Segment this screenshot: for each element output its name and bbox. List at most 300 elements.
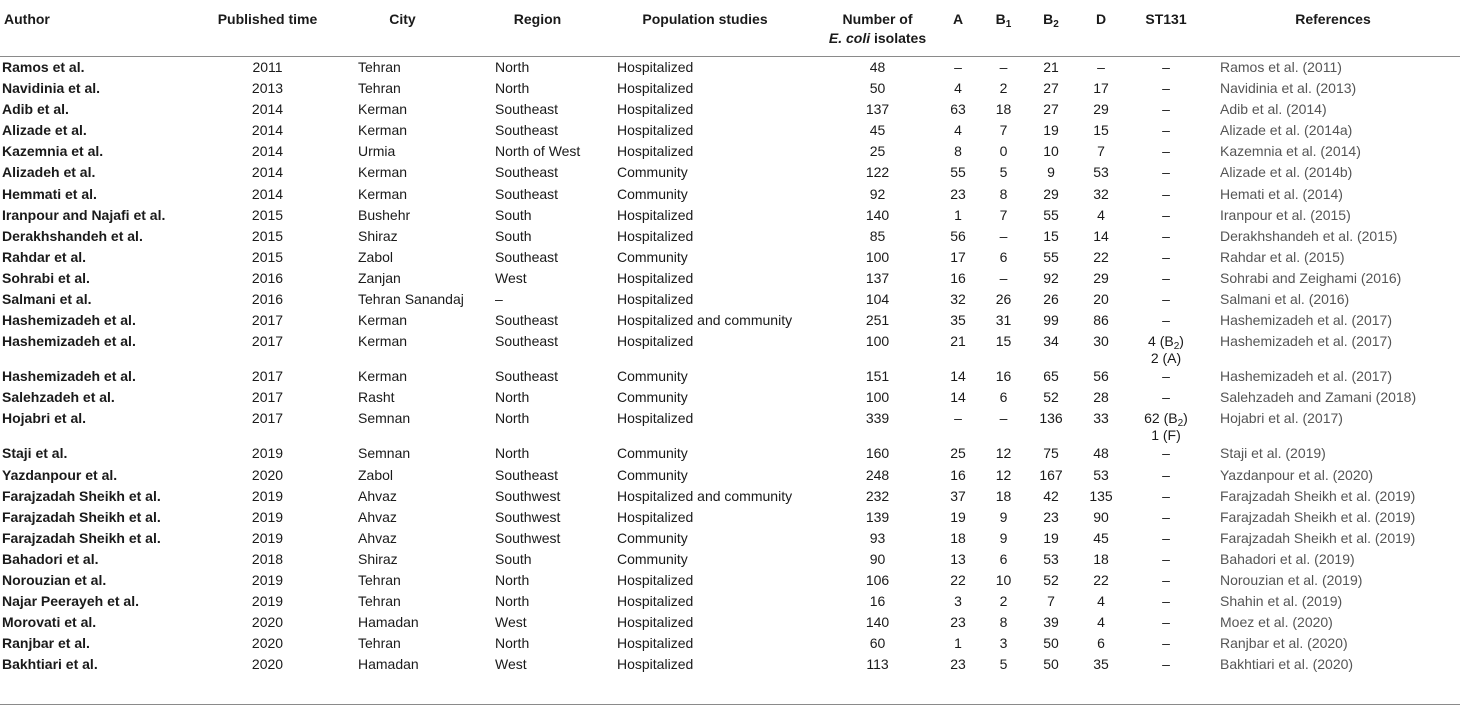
st131-value: – (1162, 614, 1170, 631)
isolates-cell: 85 (869, 227, 886, 244)
year-cell: 2019 (251, 445, 284, 462)
city-cell: Shiraz (358, 550, 398, 567)
author-cell: Ramos et al. (2, 59, 85, 75)
reference-cell: Bakhtiari et al. (2020) (1220, 656, 1354, 673)
b1-cell: 7 (999, 122, 1008, 139)
b2-cell: 65 (1043, 368, 1059, 385)
isolates-cell: 100 (865, 389, 890, 406)
st131-value: – (1162, 529, 1170, 546)
author-cell: Morovati et al. (2, 614, 97, 631)
a-cell: 55 (950, 164, 966, 181)
population-cell: Hospitalized and community (617, 312, 793, 329)
st131-value: – (1162, 312, 1170, 329)
d-cell: 17 (1093, 80, 1109, 97)
a-cell: 22 (950, 571, 966, 588)
d-cell: – (1097, 59, 1105, 75)
st131-value: – (1162, 59, 1170, 75)
st131-cell (1126, 270, 1206, 291)
isolates-cell: 92 (869, 185, 886, 202)
d-cell: 45 (1093, 529, 1109, 546)
city-cell: Tehran Sanandaj (358, 291, 464, 308)
region-cell: Southeast (495, 466, 559, 483)
table-row (0, 488, 1460, 509)
d-cell: 35 (1093, 656, 1109, 673)
year-cell: 2015 (251, 206, 284, 223)
st131-value: 1 (F) (1151, 427, 1181, 444)
b2-cell: 167 (1039, 466, 1063, 483)
author-cell: Alizade et al. (2, 122, 87, 139)
year-cell: 2020 (251, 635, 284, 652)
city-cell: Shiraz (358, 227, 398, 244)
city-cell: Kerman (358, 368, 408, 385)
st131-value: – (1162, 248, 1170, 265)
population-cell: Community (617, 368, 688, 385)
st131-cell (1126, 410, 1206, 445)
author-cell: Hemmati et al. (2, 185, 97, 202)
city-cell: Bushehr (358, 206, 411, 223)
year-cell: 2015 (251, 248, 284, 265)
st131-value: – (1162, 143, 1170, 160)
d-cell: 48 (1093, 445, 1109, 462)
isolates-cell: 50 (869, 80, 886, 97)
isolates-cell: 48 (869, 59, 886, 75)
header-references: References (1295, 11, 1371, 27)
d-cell: 22 (1093, 571, 1109, 588)
header-population-studies (600, 0, 820, 57)
st131-cell (1126, 467, 1206, 488)
st131-cell (1126, 101, 1206, 122)
city-cell: Zanjan (358, 269, 401, 286)
st131-cell (1126, 572, 1206, 593)
population-cell: Hospitalized (617, 656, 694, 673)
b2-cell: 27 (1043, 80, 1059, 97)
d-cell: 53 (1093, 164, 1109, 181)
year-cell: 2020 (251, 614, 284, 631)
b1-cell: 0 (999, 143, 1008, 160)
reference-cell: Kazemnia et al. (2014) (1220, 143, 1361, 160)
b1-cell: 8 (999, 185, 1008, 202)
year-cell: 2015 (251, 227, 284, 244)
header-city: City (389, 11, 416, 27)
author-cell: Rahdar et al. (2, 248, 87, 265)
a-cell: 13 (950, 550, 966, 567)
b1-cell: 2 (999, 593, 1008, 610)
table-row (0, 530, 1460, 551)
d-cell: 90 (1093, 508, 1109, 525)
region-cell: Southeast (495, 248, 559, 265)
reference-cell: Farajzadah Sheikh et al. (2019) (1220, 529, 1416, 546)
author-cell: Salmani et al. (2, 291, 92, 308)
a-cell: 16 (950, 269, 966, 286)
table-row (0, 656, 1460, 677)
b2-cell: 53 (1043, 550, 1059, 567)
reference-cell: Sohrabi and Zeighami (2016) (1220, 269, 1402, 286)
author-cell: Bahadori et al. (2, 550, 99, 567)
city-cell: Kerman (358, 185, 408, 202)
b2-cell: 29 (1043, 185, 1059, 202)
d-cell: 20 (1093, 291, 1109, 308)
b1-cell: 10 (995, 571, 1012, 588)
city-cell: Semnan (358, 410, 411, 427)
population-cell: Hospitalized (617, 101, 694, 118)
table-row (0, 164, 1460, 185)
header-isolates (820, 0, 935, 57)
d-cell: 4 (1097, 593, 1105, 610)
population-cell: Hospitalized (617, 143, 694, 160)
population-cell: Community (617, 550, 688, 567)
region-cell: Southeast (495, 312, 559, 329)
b1-cell: 6 (999, 389, 1008, 406)
d-cell: 86 (1093, 312, 1109, 329)
city-cell: Tehran (358, 635, 401, 652)
city-cell: Zabol (358, 248, 394, 265)
a-cell: 19 (950, 508, 966, 525)
d-cell: 6 (1097, 635, 1105, 652)
d-cell: 15 (1093, 122, 1109, 139)
reference-cell: Ranjbar et al. (2020) (1220, 635, 1348, 652)
region-cell: North (495, 80, 530, 97)
isolates-cell: 251 (865, 312, 890, 329)
st131-cell (1126, 614, 1206, 635)
reference-cell: Navidinia et al. (2013) (1220, 80, 1357, 97)
st131-value: 62 $(B_2)$ (1144, 410, 1188, 430)
st131-cell (1126, 509, 1206, 530)
reference-cell: Alizade et al. (2014b) (1220, 164, 1353, 181)
population-cell: Hospitalized (617, 508, 694, 525)
city-cell: Tehran (358, 593, 401, 610)
author-cell: Staji et al. (2, 445, 68, 462)
st131-cell (1126, 228, 1206, 249)
b1-cell: – (999, 59, 1008, 75)
st131-value: – (1162, 389, 1170, 406)
isolates-cell: 60 (869, 635, 886, 652)
city-cell: Ahvaz (358, 508, 397, 525)
table-row (0, 572, 1460, 593)
isolates-cell: 248 (865, 466, 890, 483)
reference-cell: Hashemizadeh et al. (2017) (1220, 312, 1392, 329)
region-cell: Southwest (495, 529, 561, 546)
st131-value: – (1162, 656, 1170, 673)
region-cell: Southwest (495, 487, 561, 504)
isolates-cell: 113 (866, 656, 889, 673)
a-cell: 14 (950, 368, 966, 385)
population-cell: Hospitalized (617, 333, 694, 350)
reference-cell: Bahadori et al. (2019) (1220, 550, 1355, 567)
city-cell: Kerman (358, 122, 408, 139)
b1-cell: – (999, 410, 1008, 427)
a-cell: 14 (950, 389, 966, 406)
isolates-cell: 160 (865, 445, 890, 462)
population-cell: Hospitalized (617, 59, 694, 75)
population-cell: Hospitalized (617, 269, 694, 286)
isolates-cell: 339 (865, 410, 890, 427)
table-row (0, 614, 1460, 635)
isolates-cell: 232 (865, 487, 890, 504)
b2-cell: 75 (1043, 445, 1059, 462)
author-cell: Farajzadah Sheikh et al. (2, 529, 161, 546)
reference-cell: Ramos et al. (2011) (1220, 59, 1342, 75)
a-cell: 4 (954, 122, 962, 139)
population-cell: Hospitalized (617, 635, 694, 652)
b1-cell: 7 (999, 206, 1008, 223)
b1-cell: 8 (999, 614, 1008, 631)
region-cell: Southeast (495, 164, 559, 181)
region-cell: Southeast (495, 122, 559, 139)
population-cell: Hospitalized and community (617, 487, 793, 504)
city-cell: Kerman (358, 101, 408, 118)
b2-cell: 42 (1043, 487, 1059, 504)
isolates-cell: 137 (865, 269, 890, 286)
a-cell: 35 (950, 312, 966, 329)
author-cell: Alizadeh et al. (2, 164, 96, 181)
st131-cell (1126, 656, 1206, 677)
b1-cell: 6 (999, 248, 1008, 265)
population-cell: Community (617, 389, 688, 406)
year-cell: 2019 (251, 508, 284, 525)
city-cell: Semnan (358, 445, 411, 462)
b1-cell: 9 (999, 529, 1008, 546)
year-cell: 2017 (251, 389, 284, 406)
st131-value: – (1162, 487, 1170, 504)
st131-value: – (1162, 122, 1170, 139)
b2-cell: 136 (1039, 410, 1063, 427)
d-cell: 30 (1093, 333, 1109, 350)
author-cell: Hashemizadeh et al. (2, 312, 136, 329)
isolates-cell: 25 (869, 143, 886, 160)
region-cell: – (495, 291, 503, 308)
population-cell: Hospitalized (617, 593, 694, 610)
table-row (0, 509, 1460, 530)
reference-cell: Farajzadah Sheikh et al. (2019) (1220, 487, 1416, 504)
a-cell: – (954, 59, 962, 75)
b1-cell: 31 (995, 312, 1012, 329)
st131-cell (1126, 164, 1206, 185)
d-cell: 29 (1093, 101, 1109, 118)
header-b1-letter: B (995, 11, 1006, 27)
table-row (0, 445, 1460, 466)
population-cell: Hospitalized (617, 571, 694, 588)
reference-cell: Hashemizadeh et al. (2017) (1220, 368, 1392, 385)
a-cell: 21 (950, 333, 966, 350)
author-cell: Farajzadah Sheikh et al. (2, 487, 161, 504)
table-row (0, 249, 1460, 270)
population-cell: Community (617, 529, 688, 546)
region-cell: West (495, 656, 527, 673)
region-cell: West (495, 614, 527, 631)
b1-cell: 16 (995, 368, 1012, 385)
year-cell: 2019 (251, 529, 284, 546)
b2-cell: 9 (1047, 164, 1055, 181)
b2-cell: 27 (1043, 101, 1059, 118)
st131-subscript: 2 (1177, 418, 1184, 430)
header-region: Region (513, 11, 562, 27)
year-cell: 2014 (251, 122, 284, 139)
region-cell: North (495, 571, 530, 588)
st131-value: 2 (A) (1150, 350, 1182, 367)
st131-cell (1126, 80, 1206, 101)
b1-cell: 18 (995, 487, 1012, 504)
d-cell: 4 (1097, 206, 1105, 223)
city-cell: Kerman (358, 164, 408, 181)
d-cell: 4 (1097, 614, 1105, 631)
region-cell: North (495, 635, 530, 652)
a-cell: 1 (954, 635, 962, 652)
year-cell: 2016 (251, 291, 284, 308)
b2-cell: 15 (1043, 227, 1059, 244)
b2-cell: 52 (1043, 389, 1059, 406)
population-cell: Community (617, 164, 688, 181)
d-cell: 135 (1089, 487, 1113, 504)
city-cell: Ahvaz (358, 487, 397, 504)
reference-cell: Farajzadah Sheikh et al. (2019) (1220, 508, 1416, 525)
d-cell: 28 (1093, 389, 1109, 406)
a-cell: 16 (950, 466, 966, 483)
region-cell: North (495, 410, 530, 427)
author-cell: Hojabri et al. (2, 410, 87, 427)
table-row (0, 635, 1460, 656)
year-cell: 2014 (251, 185, 284, 202)
st131-value: – (1162, 571, 1170, 588)
reference-cell: Adib et al. (2014) (1220, 101, 1327, 118)
header-a: A (952, 11, 964, 27)
st131-value: – (1162, 206, 1170, 223)
st131-subscript: 2 (1173, 341, 1180, 353)
header-author: Author (4, 11, 50, 27)
isolates-cell: 139 (865, 508, 890, 525)
a-cell: 17 (950, 248, 966, 265)
isolates-cell: 151 (865, 368, 890, 385)
st131-value: – (1162, 185, 1170, 202)
b2-cell: 99 (1043, 312, 1059, 329)
header-published-time: Published time (217, 11, 318, 27)
author-cell: Hashemizadeh et al. (2, 333, 136, 350)
region-cell: South (495, 227, 532, 244)
d-cell: 32 (1093, 185, 1109, 202)
author-cell: Sohrabi et al. (2, 269, 90, 286)
population-cell: Hospitalized (617, 291, 694, 308)
population-cell: Hospitalized (617, 206, 694, 223)
author-cell: Iranpour and Najafi et al. (2, 206, 166, 223)
year-cell: 2017 (251, 410, 284, 427)
st131-value: – (1162, 80, 1170, 97)
b1-cell: 26 (995, 291, 1012, 308)
st131-cell (1126, 445, 1206, 466)
reference-cell: Shahin et al. (2019) (1220, 593, 1343, 610)
st131-cell (1126, 57, 1206, 81)
st131-cell (1126, 333, 1206, 368)
table-row (0, 389, 1460, 410)
b1-cell: 15 (995, 333, 1012, 350)
a-cell: 23 (950, 614, 966, 631)
header-b2-letter: B (1043, 11, 1054, 27)
st131-value: – (1162, 291, 1170, 308)
year-cell: 2011 (252, 59, 283, 75)
population-cell: Community (617, 445, 688, 462)
isolates-cell: 140 (865, 206, 890, 223)
b2-cell: 19 (1043, 529, 1059, 546)
st131-value: – (1162, 550, 1170, 567)
b1-cell: 3 (999, 635, 1008, 652)
header-isolates-line1: Number of (842, 11, 913, 27)
b2-cell: 23 (1043, 508, 1059, 525)
year-cell: 2016 (251, 269, 284, 286)
a-cell: 56 (950, 227, 966, 244)
header-b1 (981, 0, 1026, 57)
population-cell: Community (617, 185, 688, 202)
b2-cell: 55 (1043, 248, 1059, 265)
city-cell: Tehran (358, 59, 401, 75)
reference-cell: Hemati et al. (2014) (1220, 185, 1343, 202)
author-cell: Kazemnia et al. (2, 143, 104, 160)
year-cell: 2017 (251, 333, 284, 350)
region-cell: South (495, 550, 532, 567)
header-b1-sub: 1 (1005, 19, 1012, 30)
st131-cell (1126, 488, 1206, 509)
population-cell: Hospitalized (617, 410, 694, 427)
reference-cell: Salehzadeh and Zamani (2018) (1220, 389, 1417, 406)
city-cell: Ahvaz (358, 529, 397, 546)
isolates-cell: 45 (869, 122, 886, 139)
st131-cell (1126, 368, 1206, 389)
d-cell: 33 (1093, 410, 1109, 427)
b2-cell: 34 (1043, 333, 1059, 350)
d-cell: 56 (1093, 368, 1109, 385)
author-cell: Salehzadeh et al. (2, 389, 115, 406)
author-cell: Adib et al. (2, 101, 69, 118)
reference-cell: Rahdar et al. (2015) (1220, 248, 1345, 265)
a-cell: 63 (950, 101, 966, 118)
author-cell: Farajzadah Sheikh et al. (2, 508, 161, 525)
header-st131: ST131 (1145, 11, 1187, 27)
region-cell: South (495, 206, 532, 223)
year-cell: 2020 (251, 656, 284, 673)
city-cell: Kerman (358, 312, 408, 329)
city-cell: Hamadan (358, 614, 419, 631)
table-row (0, 122, 1460, 143)
region-cell: Southeast (495, 101, 559, 118)
year-cell: 2014 (251, 143, 284, 160)
st131-cell (1126, 635, 1206, 656)
b2-cell: 92 (1043, 269, 1059, 286)
header-population-text: Population studies (642, 11, 768, 27)
b1-cell: 12 (995, 445, 1012, 462)
a-cell: 25 (950, 445, 966, 462)
author-cell: Ranjbar et al. (2, 635, 90, 652)
a-cell: 37 (950, 487, 966, 504)
a-cell: 18 (950, 529, 966, 546)
b2-cell: 7 (1047, 593, 1055, 610)
reference-cell: Staji et al. (2019) (1220, 445, 1326, 462)
year-cell: 2019 (251, 487, 284, 504)
b2-cell: 50 (1043, 635, 1059, 652)
city-cell: Urmia (358, 143, 396, 160)
population-cell: Community (617, 466, 688, 483)
table-row (0, 57, 1460, 81)
table-row (0, 368, 1460, 389)
st131-cell (1126, 143, 1206, 164)
year-cell: 2014 (251, 164, 284, 181)
d-cell: 22 (1093, 248, 1109, 265)
author-cell: Najar Peerayeh et al. (2, 593, 139, 610)
reference-cell: Salmani et al. (2016) (1220, 291, 1350, 308)
population-cell: Hospitalized (617, 614, 694, 631)
region-cell: Southwest (495, 508, 561, 525)
year-cell: 2019 (251, 593, 284, 610)
isolates-cell: 16 (869, 593, 886, 610)
region-cell: North of West (495, 143, 581, 160)
reference-cell: Yazdanpour et al. (2020) (1220, 466, 1374, 483)
reference-cell: Iranpour et al. (2015) (1220, 206, 1351, 223)
